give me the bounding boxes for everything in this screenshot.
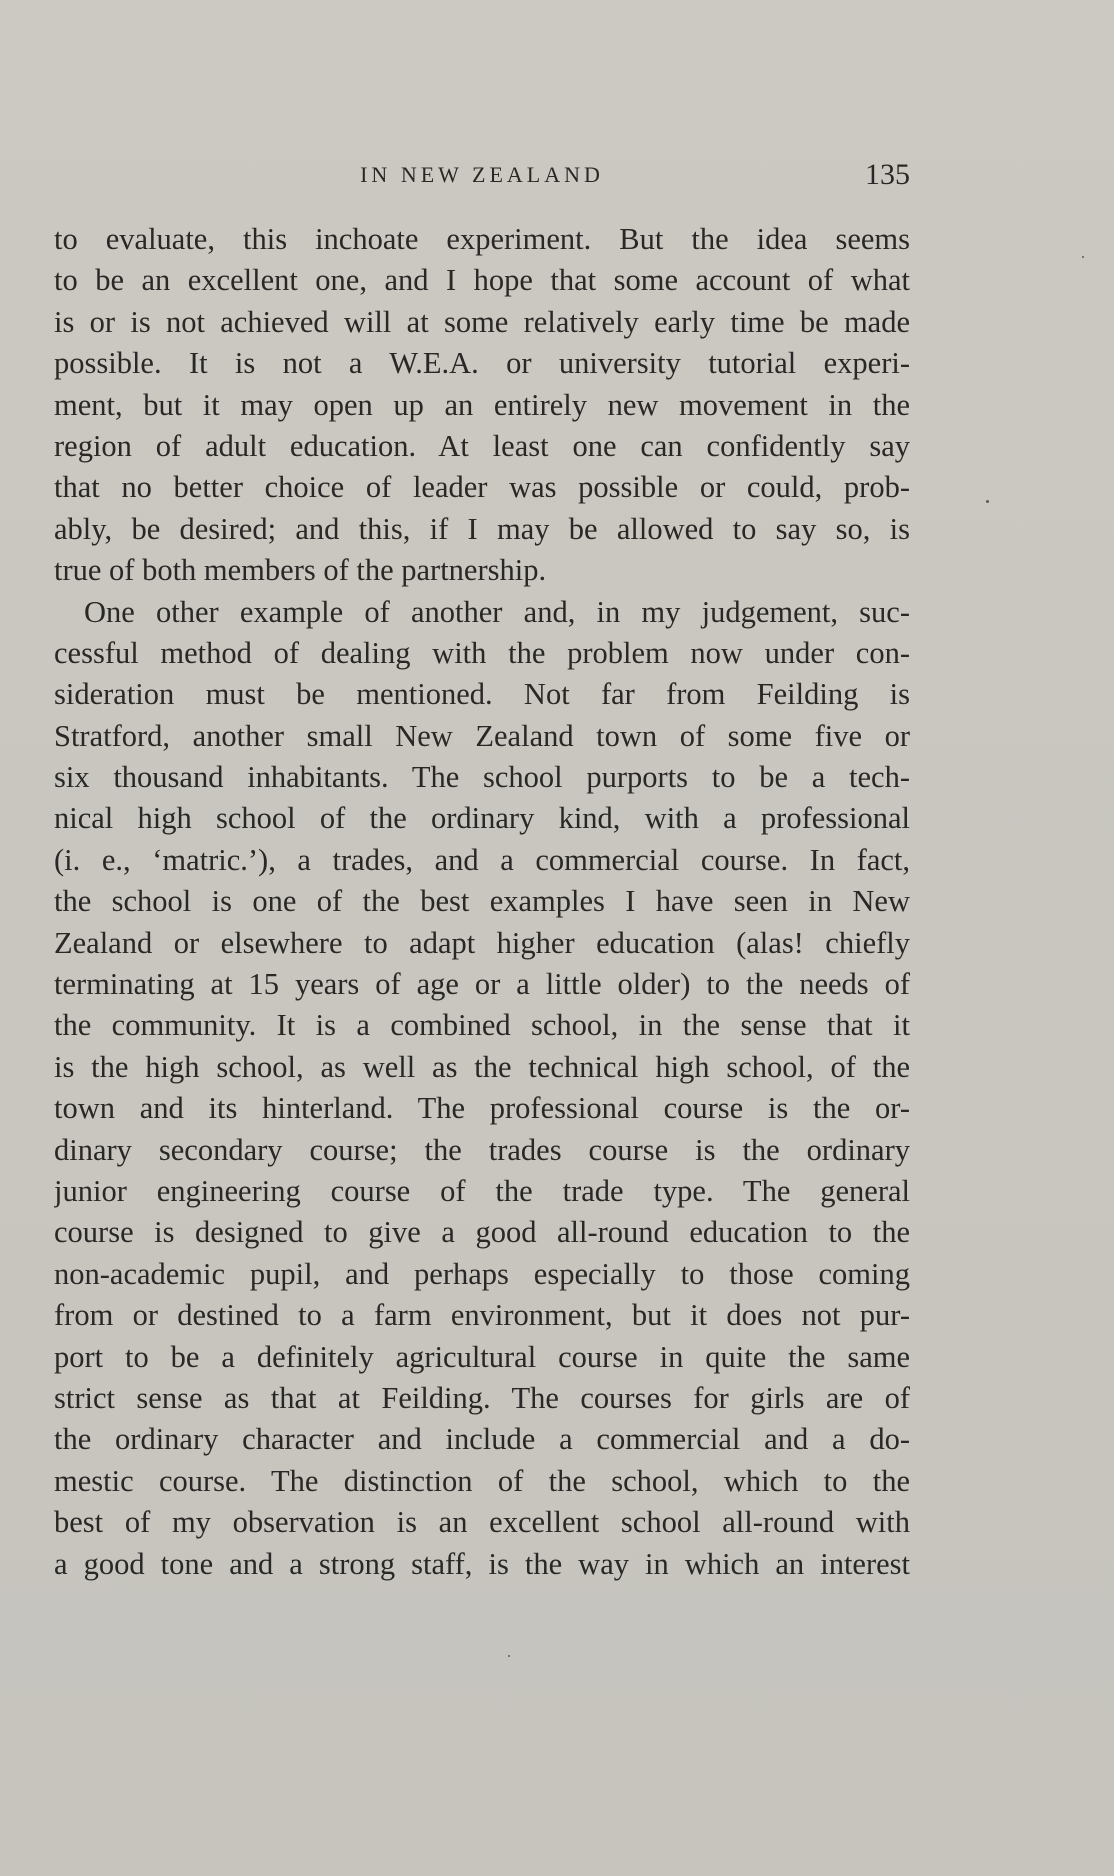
text-line: true of both members of the partnership. <box>54 553 547 588</box>
text-line: cessful method of dealing with the problem now under con- <box>54 635 910 670</box>
text-line: is the high school, as well as the technical high school, of the <box>54 1049 910 1084</box>
text-line: to evaluate, this inchoate experiment. But the idea seems <box>54 222 910 256</box>
text-line: (i. e., ‘matric.’), a trades, and a commercial course. In fact, <box>54 842 910 877</box>
text-line: that no better choice of leader was possible or could, prob- <box>54 470 910 505</box>
text-line: from or destined to a farm environment, but it does not pur- <box>54 1298 910 1333</box>
running-head <box>54 158 910 198</box>
text-line: a good tone and a strong staff, is the way in which an interest <box>54 1546 910 1581</box>
text-line: Zealand or elsewhere to adapt higher education (alas! chiefly <box>54 925 910 960</box>
running-title: IN NEW ZEALAND <box>360 162 604 187</box>
text-line: nical high school of the ordinary kind, with a professional <box>54 801 910 836</box>
text-line: ment, but it may open up an entirely new movement in the <box>54 387 910 422</box>
text-line: to be an excellent one, and I hope that some account of what <box>54 263 910 298</box>
text-line: town and its hinterland. The professional course is the or- <box>54 1091 910 1126</box>
paper-speck <box>986 500 989 503</box>
text-line: Stratford, another small New Zealand town of some five or <box>54 718 910 753</box>
text-line: ably, be desired; and this, if I may be allowed to say so, is <box>54 511 910 546</box>
text-line: mestic course. The distinction of the school, which to the <box>54 1463 910 1498</box>
text-line: junior engineering course of the trade type. The general <box>54 1173 910 1208</box>
text-line: dinary secondary course; the trades course is the ordinary <box>54 1132 910 1167</box>
text-line: strict sense as that at Feilding. The courses for girls are of <box>54 1380 910 1415</box>
text-line: non-academic pupil, and perhaps especially to those coming <box>54 1256 910 1291</box>
text-line: sideration must be mentioned. Not far from Feilding is <box>54 677 910 712</box>
text-line: terminating at 15 years of age or a little older) to the needs of <box>54 967 910 1002</box>
text-line: the community. It is a combined school, in the sense that it <box>54 1008 910 1043</box>
text-line: the school is one of the best examples I have seen in New <box>54 884 910 919</box>
text-line: the ordinary character and include a commercial and a do- <box>54 1422 910 1457</box>
body-text <box>54 219 910 1585</box>
page-number: 135 <box>865 158 910 191</box>
text-line: is or is not achieved will at some relatively early time be made <box>54 304 910 339</box>
text-line: course is designed to give a good all-round education to the <box>54 1215 910 1250</box>
text-line: region of adult education. At least one can confidently say <box>54 428 910 463</box>
text-line: best of my observation is an excellent school all-round with <box>54 1505 910 1540</box>
text-line: six thousand inhabitants. The school purports to be a tech- <box>54 760 910 795</box>
text-line: possible. It is not a W.E.A. or university tutorial experi- <box>54 346 910 381</box>
text-line: One other example of another and, in my judgement, suc- <box>84 594 910 629</box>
paper-speck <box>508 1655 510 1657</box>
text-line: port to be a definitely agricultural course in quite the same <box>54 1339 910 1374</box>
paper-speck <box>1082 256 1084 258</box>
